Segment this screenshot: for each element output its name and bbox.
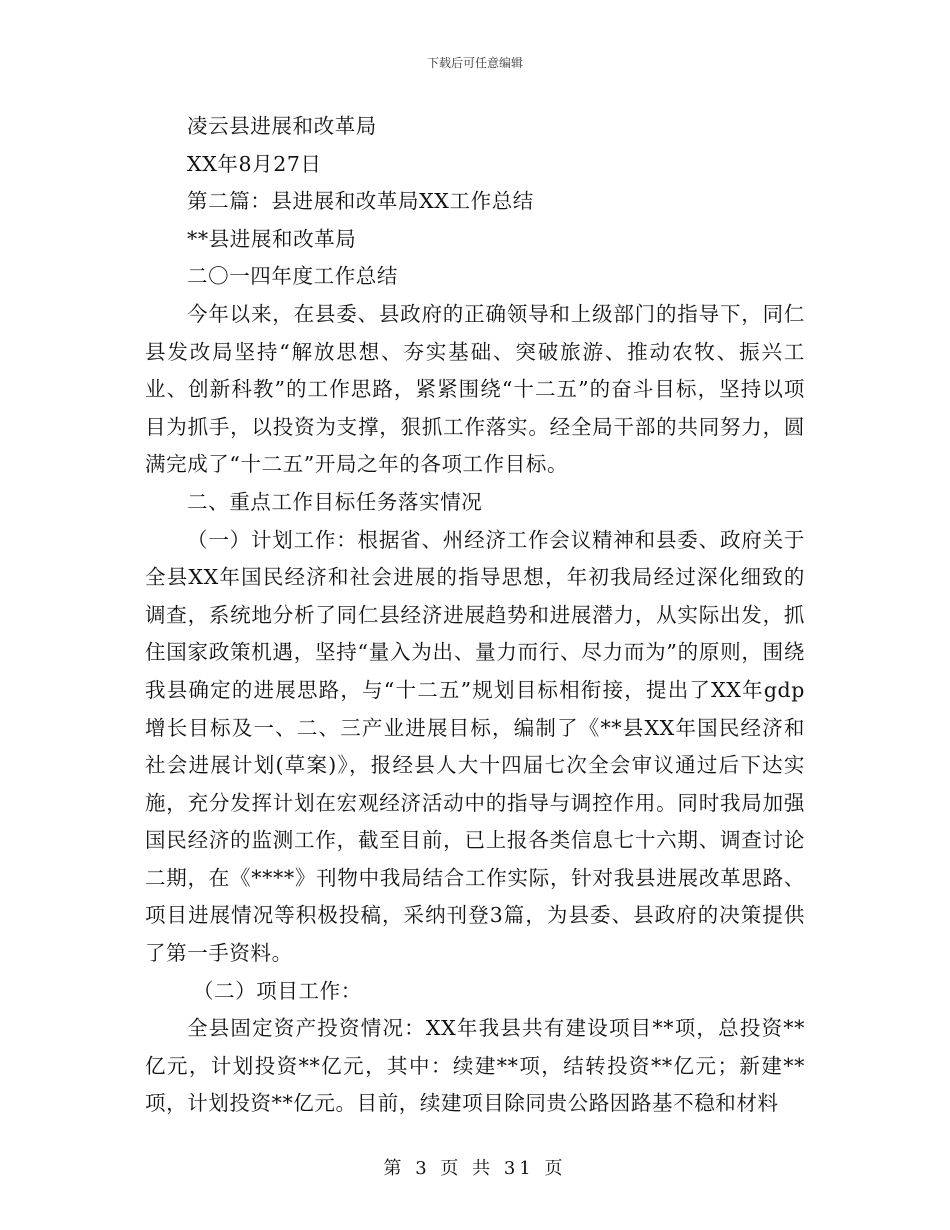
report-subtitle: 二〇一四年度工作总结 [187, 264, 398, 289]
intro-paragraph: 今年以来，在县委、县政府的正确领导和上级部门的指导下，同仁县发改局坚持“解放思想、夯实基础、突破旅游、推动农牧、振兴工业、创新科教”的工作思路，紧紧围绕“十二五”的奋斗目标，坚持以项目为抓手，以投资为支撑，狠抓工作落实。经全局干部的共同努力，圆满完成了“十二五”开局之年的各项工作目标。 [145, 301, 805, 477]
date-line: XX年8月27日 [187, 151, 322, 176]
plan-paragraph: （一）计划工作：根据省、州经济工作会议精神和县委、政府关于全县XX年国民经济和社会进展的指导思想，年初我局经过深化细致的调查，系统地分析了同仁县经济进展趋势和进展潜力，从实际出发，抓住国家政策机遇，坚持“量入为出、量力而行、尽力而为”的原则，围绕我县确定的进展思路，与“十二五”规划目标相衔接，提出了XX年gdp增长目标及一、二、三产业进展目标，编制了《**县XX年国民经济和社会进展计划(草案)》，报经县人大十四届七次全会审议通过后下达实施，充分发挥计划在宏观经济活动中的指导与调控作用。同时我局加强国民经济的监测工作，截至目前，已上报各类信息七十六期、调查讨论二期，在《****》刊物中我局结合工作实际，针对我县进展改革思路、项目进展情况等积极投稿，采纳刊登3篇，为县委、县政府的决策提供了第一手资料。 [145, 527, 805, 966]
document-body [145, 108, 805, 1123]
org-name-line-2: **县进展和改革局 [187, 226, 357, 251]
chapter-title: 第二篇：县进展和改革局XX工作总结 [187, 189, 534, 214]
section-heading: 二、重点工作目标任务落实情况 [187, 489, 483, 514]
org-name-line: 凌云县进展和改革局 [187, 114, 377, 138]
investment-paragraph: 全县固定资产投资情况：XX年我县共有建设项目**项，总投资**亿元，计划投资**亿元，其中：续建**项，结转投资**亿元；新建**项，计划投资**亿元。目前，续建项目除同贵公路因路基不稳和材料 [145, 1016, 805, 1116]
page-number-footer: 第 3 页 共 31 页 [383, 1158, 567, 1179]
page-header: 下载后可任意编辑 [426, 56, 523, 70]
subsection-heading: （二）项目工作： [193, 978, 362, 1003]
